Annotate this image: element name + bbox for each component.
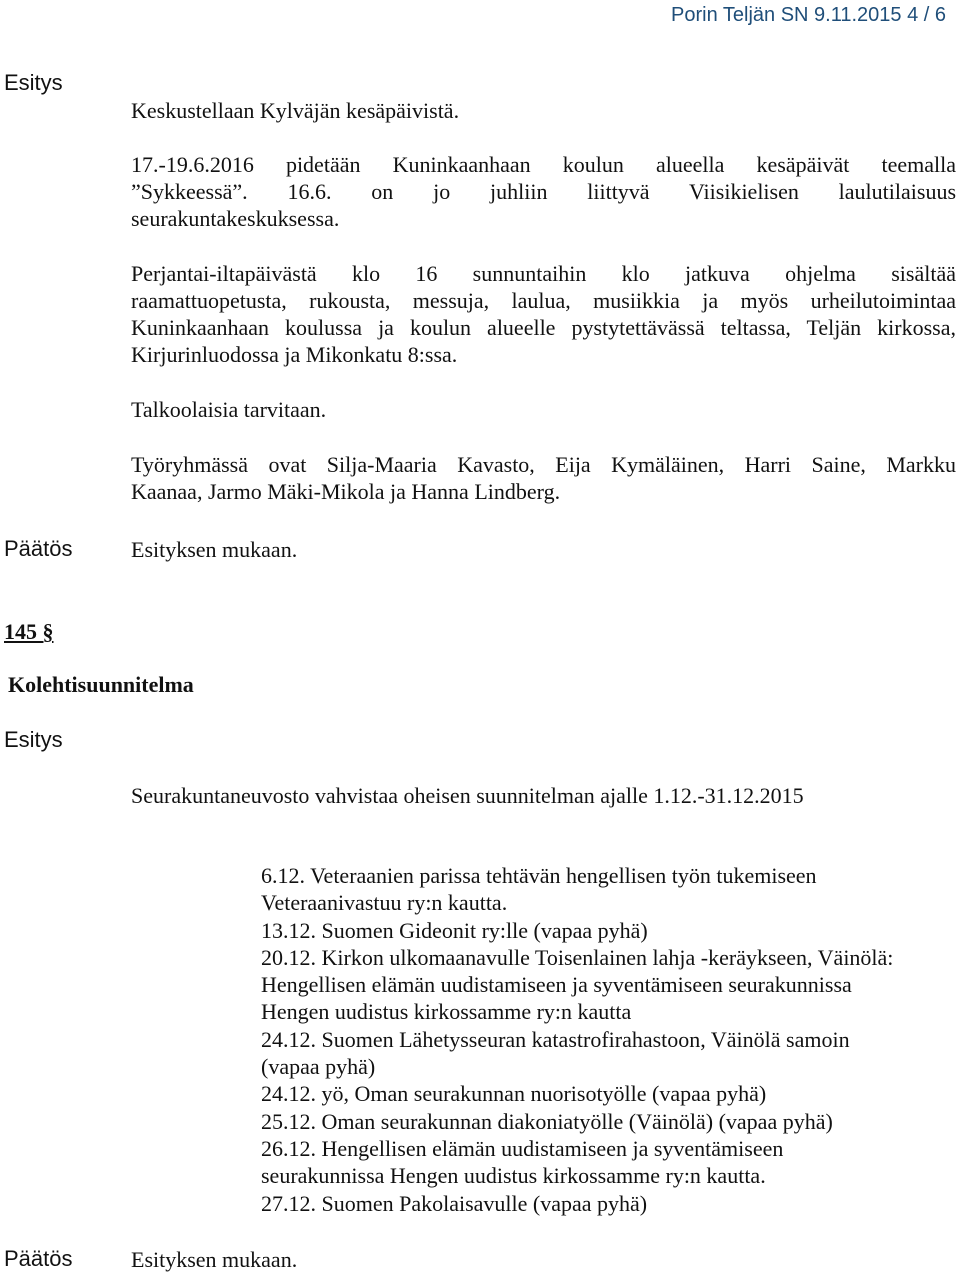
esitys-label: Esitys <box>4 70 63 95</box>
paragraph-volunteers <box>131 396 956 423</box>
paragraph-line: Talkoolaisia tarvitaan. <box>131 397 327 422</box>
paatos-text <box>131 536 956 563</box>
list-item: seurakunnissa Hengen uudistus kirkossamme ry:n kautta. <box>261 1163 766 1189</box>
paragraph-line: ”Sykkeessä”. 16.6. on jo juhliin liittyvä Viisikielisen laulutilaisuus <box>131 179 956 204</box>
esitys-label: Esitys <box>4 727 63 752</box>
list-item: 27.12. Suomen Pakolaisavulle (vapaa pyhä) <box>261 1190 648 1216</box>
decision-text: Esityksen mukaan. <box>131 537 298 562</box>
paragraph-summer-days <box>131 151 956 232</box>
list-item: 25.12. Oman seurakunnan diakoniatyölle (Väinölä) (vapaa pyhä) <box>261 1108 833 1134</box>
section-number: 145 § <box>4 619 54 644</box>
proposal-intro <box>131 782 956 809</box>
collection-list <box>261 862 960 1217</box>
list-item: Hengen uudistus kirkossamme ry:n kautta <box>261 999 632 1025</box>
list-item: 26.12. Hengellisen elämän uudistamiseen ja syventämiseen <box>261 1135 784 1161</box>
paragraph-line: Kaanaa, Jarmo Mäki-Mikola ja Hanna Lindberg. <box>131 479 561 504</box>
list-item: (vapaa pyhä) <box>261 1054 376 1080</box>
paragraph-line: raamattuopetusta, rukousta, messuja, laulua, musiikkia ja myös urheilutoimintaa <box>131 288 956 313</box>
page-header: Porin Teljän SN 9.11.2015 4 / 6 <box>671 4 946 26</box>
paatos-text <box>131 1246 956 1273</box>
section-title: Kolehtisuunnitelma <box>8 672 194 697</box>
list-item: 20.12. Kirkon ulkomaanavulle Toisenlainen lahja -keräykseen, Väinölä: <box>261 944 894 970</box>
paragraph-program <box>131 260 956 368</box>
list-item: Veteraanivastuu ry:n kautta. <box>261 890 508 916</box>
paragraph-line: seurakuntakeskuksessa. <box>131 206 340 231</box>
paragraph-working-group <box>131 451 956 505</box>
list-item: 24.12. Suomen Lähetysseuran katastrofirahastoon, Väinölä samoin <box>261 1026 850 1052</box>
list-item: 13.12. Suomen Gideonit ry:lle (vapaa pyhä) <box>261 917 648 943</box>
paragraph-line: Kuninkaanhaan koulussa ja koulun alueelle pystytettävässä teltassa, Teljän kirkossa, <box>131 315 956 340</box>
paatos-label: Päätös <box>4 536 73 561</box>
paragraph-line: 17.-19.6.2016 pidetään Kuninkaanhaan koulun alueella kesäpäivät teemalla <box>131 152 956 177</box>
paragraph-line: Perjantai-iltapäivästä klo 16 sunnuntaihin klo jatkuva ohjelma sisältää <box>131 261 956 286</box>
paragraph-intro <box>131 97 956 124</box>
paatos-label: Päätös <box>4 1246 73 1271</box>
paragraph-line: Seurakuntaneuvosto vahvistaa oheisen suunnitelman ajalle 1.12.-31.12.2015 <box>131 783 804 808</box>
decision-text: Esityksen mukaan. <box>131 1247 298 1272</box>
paragraph-line: Kirjurinluodossa ja Mikonkatu 8:ssa. <box>131 342 458 367</box>
paragraph-line: Keskustellaan Kylväjän kesäpäivistä. <box>131 98 460 123</box>
list-item: 24.12. yö, Oman seurakunnan nuorisotyölle (vapaa pyhä) <box>261 1081 767 1107</box>
list-item: 6.12. Veteraanien parissa tehtävän hengellisen työn tukemiseen <box>261 863 817 888</box>
list-item: Hengellisen elämän uudistamiseen ja syventämiseen seurakunnissa <box>261 972 852 998</box>
paragraph-line: Työryhmässä ovat Silja-Maaria Kavasto, Eija Kymäläinen, Harri Saine, Markku <box>131 452 956 477</box>
